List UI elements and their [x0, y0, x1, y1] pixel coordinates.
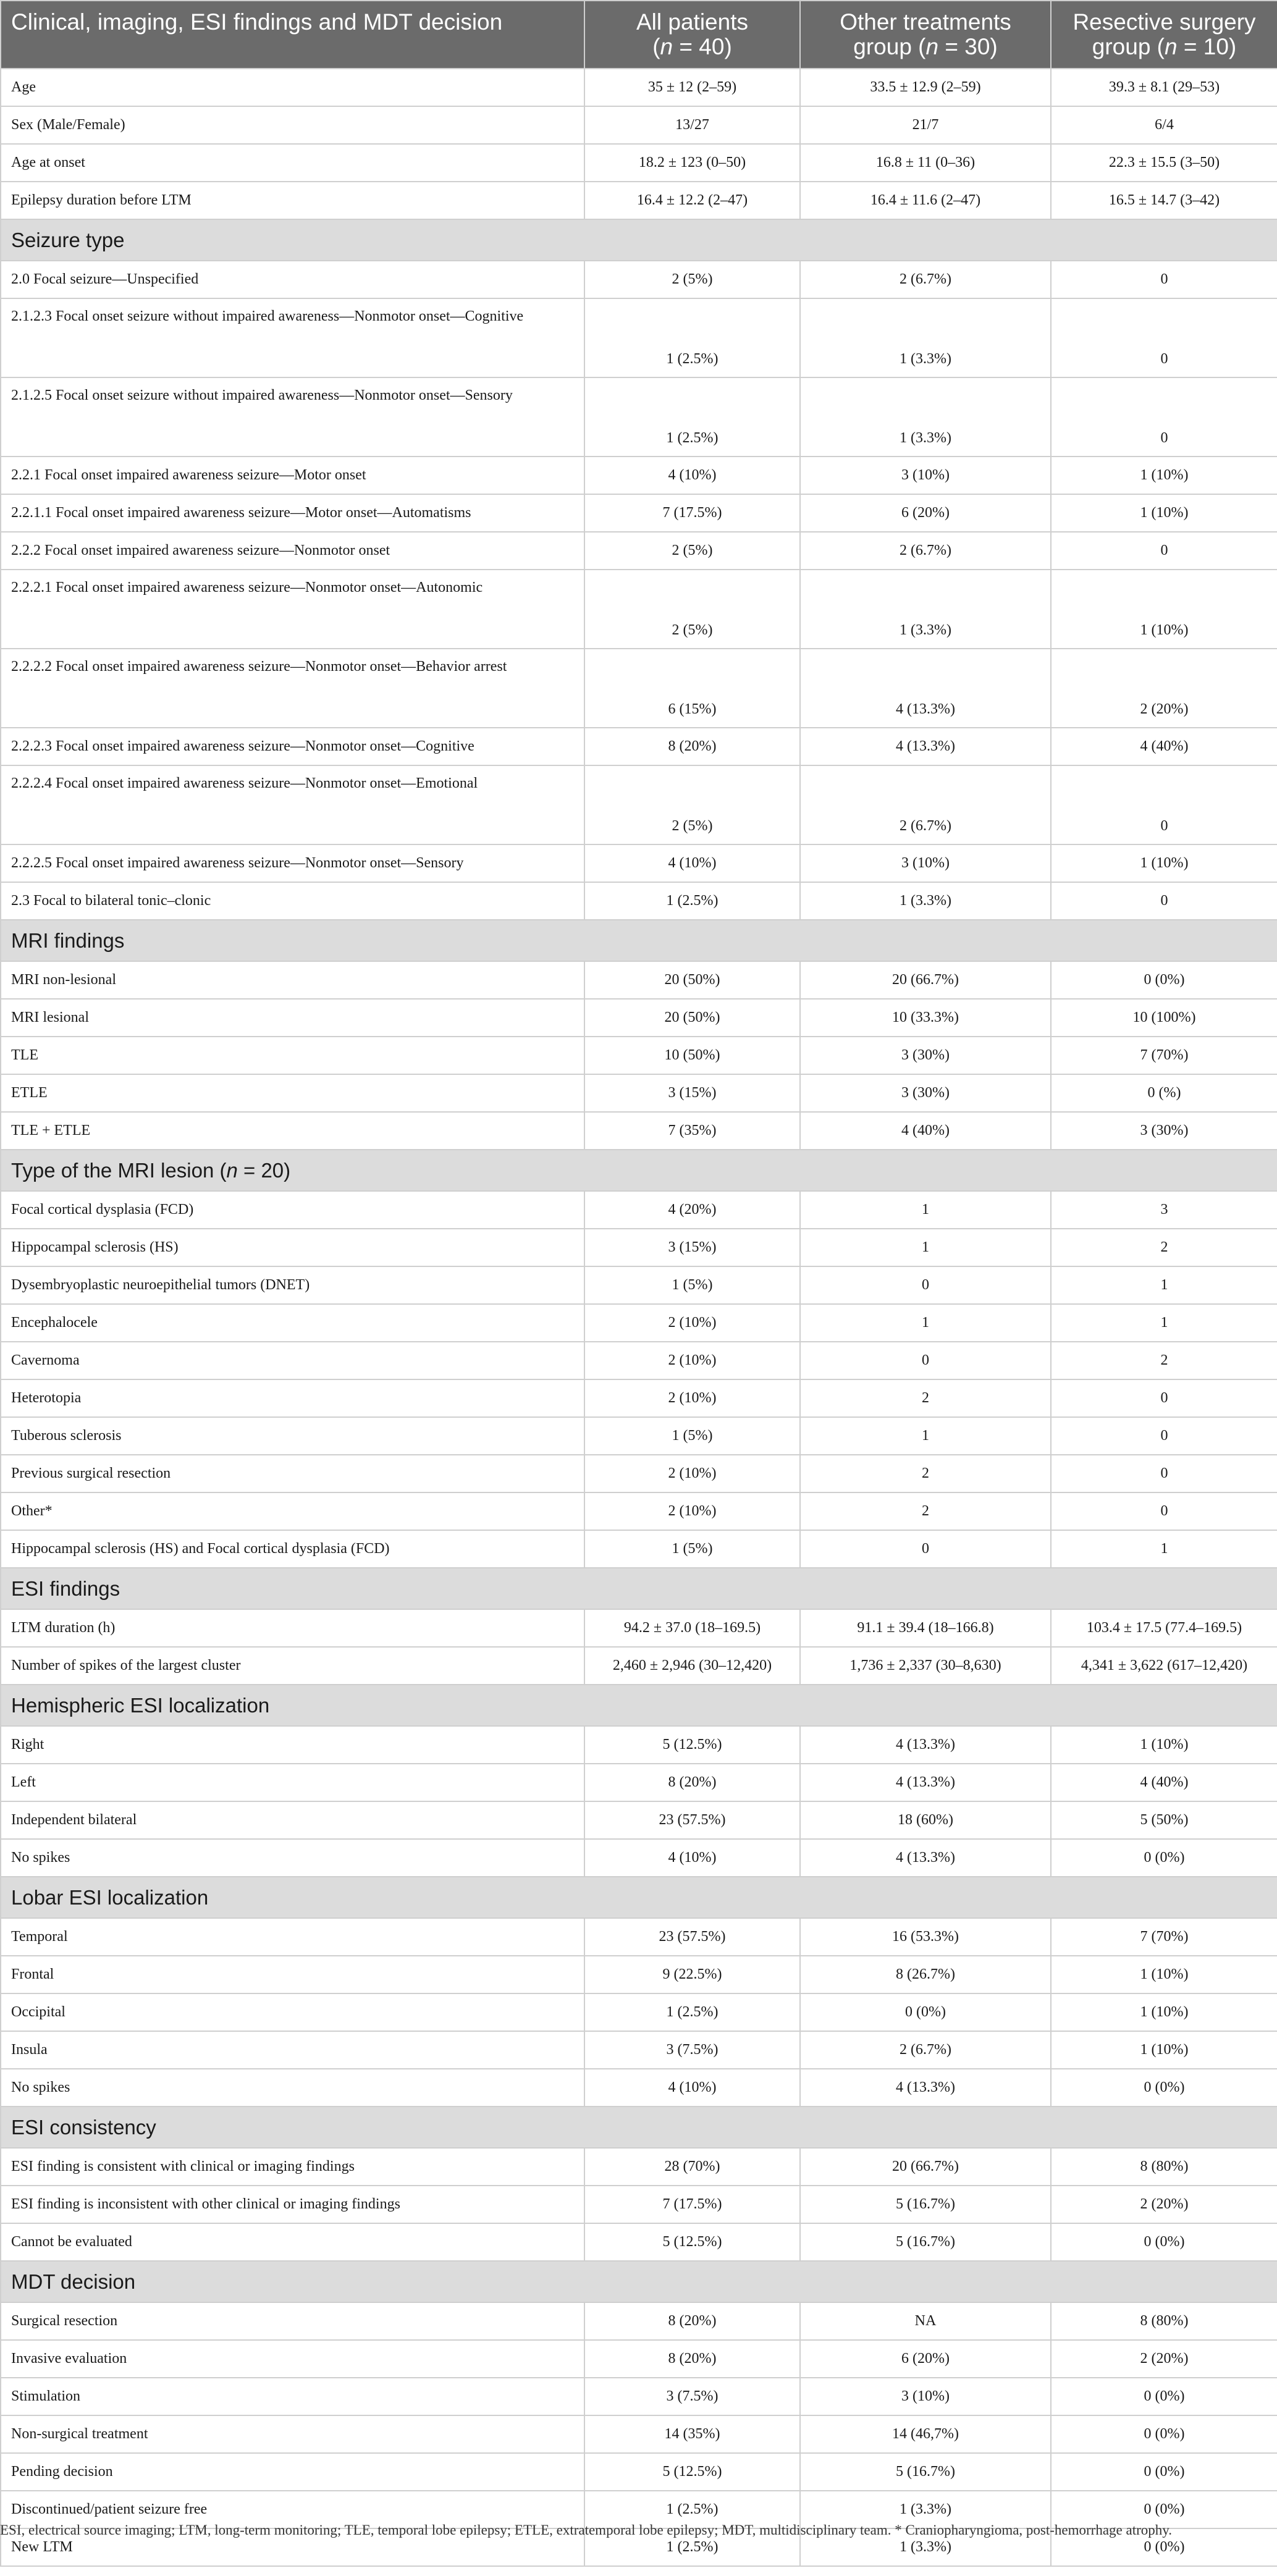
- value-all-patients: 2 (5%): [584, 765, 800, 844]
- value-all-patients: 1 (2.5%): [584, 882, 800, 920]
- value-all-patients: 23 (57.5%): [584, 1801, 800, 1839]
- row-label: 2.2.2.1 Focal onset impaired awareness seizure—Nonmotor onset—Autonomic: [1, 570, 584, 649]
- seizure-type-row: [1, 457, 1277, 494]
- consistency-row: [1, 2148, 1277, 2186]
- value-all-patients: 4 (10%): [584, 457, 800, 494]
- value-all-patients: 2 (5%): [584, 570, 800, 649]
- value-other-treatments: 18 (60%): [800, 1801, 1051, 1839]
- value-all-patients: 1 (5%): [584, 1417, 800, 1455]
- value-all-patients: 4 (10%): [584, 844, 800, 882]
- section-title: Type of the MRI lesion (n = 20): [1, 1150, 1277, 1191]
- row-label: MRI lesional: [1, 999, 584, 1037]
- value-other-treatments: 6 (20%): [800, 494, 1051, 532]
- value-resective-surgery: 1 (10%): [1051, 844, 1277, 882]
- row-label: Hippocampal sclerosis (HS) and Focal cortical dysplasia (FCD): [1, 1530, 584, 1568]
- row-label: Temporal: [1, 1918, 584, 1956]
- hemispheric-row: [1, 1839, 1277, 1877]
- row-label: Non-surgical treatment: [1, 2415, 584, 2453]
- value-all-patients: 8 (20%): [584, 2302, 800, 2340]
- row-label: No spikes: [1, 1839, 584, 1877]
- value-resective-surgery: 2 (20%): [1051, 649, 1277, 728]
- seizure-type-row: [1, 728, 1277, 765]
- value-resective-surgery: 4,341 ± 3,622 (617–12,420): [1051, 1647, 1277, 1685]
- row-label: Heterotopia: [1, 1379, 584, 1417]
- value-all-patients: 1 (2.5%): [584, 2491, 800, 2528]
- value-all-patients: 7 (17.5%): [584, 494, 800, 532]
- value-other-treatments: 1 (3.3%): [800, 882, 1051, 920]
- seizure-type-row: [1, 844, 1277, 882]
- value-other-treatments: 0: [800, 1530, 1051, 1568]
- value-all-patients: 16.4 ± 12.2 (2–47): [584, 182, 800, 219]
- value-resective-surgery: 103.4 ± 17.5 (77.4–169.5): [1051, 1609, 1277, 1647]
- value-other-treatments: 0 (0%): [800, 1993, 1051, 2031]
- mri-lesion-row: [1, 1379, 1277, 1417]
- value-resective-surgery: 1 (10%): [1051, 2031, 1277, 2069]
- value-resective-surgery: 6/4: [1051, 106, 1277, 144]
- value-other-treatments: 3 (10%): [800, 844, 1051, 882]
- value-resective-surgery: 4 (40%): [1051, 1764, 1277, 1801]
- value-all-patients: 13/27: [584, 106, 800, 144]
- value-resective-surgery: 8 (80%): [1051, 2302, 1277, 2340]
- section-title: Seizure type: [1, 219, 1277, 261]
- row-label: Discontinued/patient seizure free: [1, 2491, 584, 2528]
- row-label: ESI finding is consistent with clinical or imaging findings: [1, 2148, 584, 2186]
- row-label: No spikes: [1, 2069, 584, 2107]
- value-other-treatments: 2: [800, 1492, 1051, 1530]
- esi-findings-section-header: [1, 1568, 1277, 1609]
- value-resective-surgery: 0: [1051, 298, 1277, 377]
- row-label: Focal cortical dysplasia (FCD): [1, 1191, 584, 1229]
- value-resective-surgery: 0 (0%): [1051, 2223, 1277, 2261]
- mri-findings-row: [1, 1074, 1277, 1112]
- row-label: Stimulation: [1, 2378, 584, 2415]
- esi-findings-row: [1, 1647, 1277, 1685]
- row-label: Tuberous sclerosis: [1, 1417, 584, 1455]
- value-other-treatments: 21/7: [800, 106, 1051, 144]
- value-resective-surgery: 0 (0%): [1051, 2528, 1277, 2566]
- row-label: TLE: [1, 1037, 584, 1074]
- row-label: New LTM: [1, 2528, 584, 2566]
- value-all-patients: 1 (2.5%): [584, 2528, 800, 2566]
- value-resective-surgery: 0 (0%): [1051, 2378, 1277, 2415]
- mri-findings-row: [1, 999, 1277, 1037]
- demographics-row: [1, 182, 1277, 219]
- value-resective-surgery: 16.5 ± 14.7 (3–42): [1051, 182, 1277, 219]
- row-label: Independent bilateral: [1, 1801, 584, 1839]
- table-body: [1, 69, 1277, 2566]
- section-title: MRI findings: [1, 920, 1277, 961]
- value-resective-surgery: 2: [1051, 1229, 1277, 1266]
- row-label: Hippocampal sclerosis (HS): [1, 1229, 584, 1266]
- value-other-treatments: 3 (10%): [800, 457, 1051, 494]
- value-other-treatments: 10 (33.3%): [800, 999, 1051, 1037]
- value-other-treatments: 1 (3.3%): [800, 298, 1051, 377]
- mdt-row: [1, 2340, 1277, 2378]
- value-all-patients: 18.2 ± 123 (0–50): [584, 144, 800, 182]
- value-all-patients: 5 (12.5%): [584, 2223, 800, 2261]
- value-other-treatments: 33.5 ± 12.9 (2–59): [800, 69, 1051, 106]
- value-all-patients: 2,460 ± 2,946 (30–12,420): [584, 1647, 800, 1685]
- consistency-row: [1, 2223, 1277, 2261]
- value-resective-surgery: 10 (100%): [1051, 999, 1277, 1037]
- mri-lesion-row: [1, 1229, 1277, 1266]
- value-resective-surgery: 0: [1051, 1417, 1277, 1455]
- value-resective-surgery: 0: [1051, 261, 1277, 298]
- value-resective-surgery: 0 (0%): [1051, 2069, 1277, 2107]
- value-all-patients: 1 (5%): [584, 1530, 800, 1568]
- value-all-patients: 8 (20%): [584, 728, 800, 765]
- row-label: 2.3 Focal to bilateral tonic–clonic: [1, 882, 584, 920]
- row-label: Epilepsy duration before LTM: [1, 182, 584, 219]
- row-label: Frontal: [1, 1956, 584, 1993]
- value-other-treatments: 0: [800, 1266, 1051, 1304]
- value-resective-surgery: 2 (20%): [1051, 2186, 1277, 2223]
- value-resective-surgery: 1: [1051, 1304, 1277, 1342]
- row-label: Insula: [1, 2031, 584, 2069]
- value-resective-surgery: 0: [1051, 532, 1277, 570]
- value-all-patients: 1 (5%): [584, 1266, 800, 1304]
- value-all-patients: 8 (20%): [584, 2340, 800, 2378]
- value-other-treatments: 8 (26.7%): [800, 1956, 1051, 1993]
- lobar-row: [1, 1918, 1277, 1956]
- value-other-treatments: 5 (16.7%): [800, 2186, 1051, 2223]
- value-all-patients: 3 (7.5%): [584, 2031, 800, 2069]
- mri-lesion-section-header: [1, 1150, 1277, 1191]
- row-label: Surgical resection: [1, 2302, 584, 2340]
- value-other-treatments: 3 (30%): [800, 1037, 1051, 1074]
- value-other-treatments: 3 (30%): [800, 1074, 1051, 1112]
- mri-lesion-row: [1, 1342, 1277, 1379]
- value-all-patients: 23 (57.5%): [584, 1918, 800, 1956]
- mdt-row: [1, 2378, 1277, 2415]
- value-all-patients: 2 (10%): [584, 1455, 800, 1492]
- row-label: 2.2.2 Focal onset impaired awareness seizure—Nonmotor onset: [1, 532, 584, 570]
- value-all-patients: 5 (12.5%): [584, 1726, 800, 1764]
- seizure-type-row: [1, 298, 1277, 377]
- value-resective-surgery: 5 (50%): [1051, 1801, 1277, 1839]
- value-other-treatments: 1: [800, 1417, 1051, 1455]
- value-all-patients: 4 (10%): [584, 2069, 800, 2107]
- value-other-treatments: 4 (13.3%): [800, 649, 1051, 728]
- row-label: Encephalocele: [1, 1304, 584, 1342]
- value-all-patients: 3 (15%): [584, 1074, 800, 1112]
- seizure-type-row: [1, 649, 1277, 728]
- value-other-treatments: 16.4 ± 11.6 (2–47): [800, 182, 1051, 219]
- value-all-patients: 35 ± 12 (2–59): [584, 69, 800, 106]
- value-resective-surgery: 0 (0%): [1051, 2491, 1277, 2528]
- value-resective-surgery: 0 (0%): [1051, 2453, 1277, 2491]
- row-label: Number of spikes of the largest cluster: [1, 1647, 584, 1685]
- value-all-patients: 8 (20%): [584, 1764, 800, 1801]
- row-label: 2.2.2.4 Focal onset impaired awareness seizure—Nonmotor onset—Emotional: [1, 765, 584, 844]
- value-resective-surgery: 2 (20%): [1051, 2340, 1277, 2378]
- value-resective-surgery: 0: [1051, 765, 1277, 844]
- value-resective-surgery: 39.3 ± 8.1 (29–53): [1051, 69, 1277, 106]
- value-all-patients: 9 (22.5%): [584, 1956, 800, 1993]
- lobar-row: [1, 2069, 1277, 2107]
- hemispheric-section-header: [1, 1685, 1277, 1726]
- value-all-patients: 20 (50%): [584, 999, 800, 1037]
- mri-lesion-row: [1, 1191, 1277, 1229]
- value-other-treatments: 1 (3.3%): [800, 570, 1051, 649]
- value-other-treatments: 1,736 ± 2,337 (30–8,630): [800, 1647, 1051, 1685]
- value-resective-surgery: 3: [1051, 1191, 1277, 1229]
- value-other-treatments: 6 (20%): [800, 2340, 1051, 2378]
- value-resective-surgery: 0: [1051, 882, 1277, 920]
- row-label: Dysembryoplastic neuroepithelial tumors (DNET): [1, 1266, 584, 1304]
- mri-lesion-row: [1, 1417, 1277, 1455]
- row-label: ESI finding is inconsistent with other clinical or imaging findings: [1, 2186, 584, 2223]
- value-resective-surgery: 4 (40%): [1051, 728, 1277, 765]
- value-other-treatments: NA: [800, 2302, 1051, 2340]
- value-resective-surgery: 1 (10%): [1051, 570, 1277, 649]
- value-all-patients: 3 (7.5%): [584, 2378, 800, 2415]
- row-label: Other*: [1, 1492, 584, 1530]
- demographics-row: [1, 106, 1277, 144]
- value-all-patients: 5 (12.5%): [584, 2453, 800, 2491]
- value-resective-surgery: 2: [1051, 1342, 1277, 1379]
- value-resective-surgery: 0 (0%): [1051, 1839, 1277, 1877]
- value-resective-surgery: 1 (10%): [1051, 457, 1277, 494]
- row-label: 2.2.1 Focal onset impaired awareness seizure—Motor onset: [1, 457, 584, 494]
- mri-findings-section-header: [1, 920, 1277, 961]
- lobar-section-header: [1, 1877, 1277, 1918]
- mri-lesion-row: [1, 1492, 1277, 1530]
- value-all-patients: 10 (50%): [584, 1037, 800, 1074]
- row-label: 2.2.1.1 Focal onset impaired awareness seizure—Motor onset—Automatisms: [1, 494, 584, 532]
- row-label: Cannot be evaluated: [1, 2223, 584, 2261]
- mdt-section-header: [1, 2261, 1277, 2302]
- seizure-type-row: [1, 532, 1277, 570]
- value-other-treatments: 3 (10%): [800, 2378, 1051, 2415]
- value-all-patients: 2 (10%): [584, 1304, 800, 1342]
- value-other-treatments: 0: [800, 1342, 1051, 1379]
- hemispheric-row: [1, 1801, 1277, 1839]
- value-other-treatments: 16 (53.3%): [800, 1918, 1051, 1956]
- row-label: Previous surgical resection: [1, 1455, 584, 1492]
- row-label: Cavernoma: [1, 1342, 584, 1379]
- seizure-type-row: [1, 261, 1277, 298]
- seizure-type-row: [1, 377, 1277, 457]
- demographics-row: [1, 69, 1277, 106]
- value-other-treatments: 1 (3.3%): [800, 2528, 1051, 2566]
- value-all-patients: 6 (15%): [584, 649, 800, 728]
- value-resective-surgery: 22.3 ± 15.5 (3–50): [1051, 144, 1277, 182]
- value-other-treatments: 5 (16.7%): [800, 2453, 1051, 2491]
- header-all-patients: All patients (n = 40): [584, 1, 800, 69]
- value-all-patients: 2 (5%): [584, 261, 800, 298]
- value-other-treatments: 4 (40%): [800, 1112, 1051, 1150]
- row-label: Age: [1, 69, 584, 106]
- value-all-patients: 2 (10%): [584, 1342, 800, 1379]
- row-label: Occipital: [1, 1993, 584, 2031]
- section-title: MDT decision: [1, 2261, 1277, 2302]
- value-all-patients: 4 (20%): [584, 1191, 800, 1229]
- value-resective-surgery: 1: [1051, 1530, 1277, 1568]
- value-other-treatments: 5 (16.7%): [800, 2223, 1051, 2261]
- value-all-patients: 14 (35%): [584, 2415, 800, 2453]
- value-resective-surgery: 1 (10%): [1051, 1726, 1277, 1764]
- mri-findings-row: [1, 1112, 1277, 1150]
- value-all-patients: 7 (17.5%): [584, 2186, 800, 2223]
- value-all-patients: 20 (50%): [584, 961, 800, 999]
- mri-findings-row: [1, 961, 1277, 999]
- row-label: MRI non-lesional: [1, 961, 584, 999]
- seizure-type-row: [1, 765, 1277, 844]
- section-title: Lobar ESI localization: [1, 1877, 1277, 1918]
- value-all-patients: 2 (10%): [584, 1492, 800, 1530]
- value-other-treatments: 4 (13.3%): [800, 1764, 1051, 1801]
- value-other-treatments: 2 (6.7%): [800, 532, 1051, 570]
- value-resective-surgery: 0 (%): [1051, 1074, 1277, 1112]
- value-all-patients: 1 (2.5%): [584, 1993, 800, 2031]
- value-resective-surgery: 0 (0%): [1051, 2415, 1277, 2453]
- value-all-patients: 94.2 ± 37.0 (18–169.5): [584, 1609, 800, 1647]
- value-resective-surgery: 1 (10%): [1051, 494, 1277, 532]
- value-resective-surgery: 1: [1051, 1266, 1277, 1304]
- header-other-treatments: Other treatments group (n = 30): [800, 1, 1051, 69]
- mri-lesion-row: [1, 1530, 1277, 1568]
- value-all-patients: 2 (5%): [584, 532, 800, 570]
- seizure-type-section-header: [1, 219, 1277, 261]
- mri-findings-row: [1, 1037, 1277, 1074]
- lobar-row: [1, 1956, 1277, 1993]
- row-label: Pending decision: [1, 2453, 584, 2491]
- seizure-type-row: [1, 570, 1277, 649]
- value-all-patients: 1 (2.5%): [584, 377, 800, 457]
- value-other-treatments: 1 (3.3%): [800, 2491, 1051, 2528]
- mri-lesion-row: [1, 1266, 1277, 1304]
- row-label: 2.2.2.5 Focal onset impaired awareness seizure—Nonmotor onset—Sensory: [1, 844, 584, 882]
- value-other-treatments: 4 (13.3%): [800, 1839, 1051, 1877]
- row-label: Age at onset: [1, 144, 584, 182]
- seizure-type-row: [1, 882, 1277, 920]
- row-label: TLE + ETLE: [1, 1112, 584, 1150]
- value-all-patients: 2 (10%): [584, 1379, 800, 1417]
- row-label: 2.2.2.2 Focal onset impaired awareness seizure—Nonmotor onset—Behavior arrest: [1, 649, 584, 728]
- value-other-treatments: 4 (13.3%): [800, 728, 1051, 765]
- value-resective-surgery: 3 (30%): [1051, 1112, 1277, 1150]
- value-other-treatments: 4 (13.3%): [800, 2069, 1051, 2107]
- seizure-type-row: [1, 494, 1277, 532]
- row-label: LTM duration (h): [1, 1609, 584, 1647]
- lobar-row: [1, 1993, 1277, 2031]
- section-title: Hemispheric ESI localization: [1, 1685, 1277, 1726]
- row-label: 2.1.2.5 Focal onset seizure without impaired awareness—Nonmotor onset—Sensory: [1, 377, 584, 457]
- mdt-row: [1, 2302, 1277, 2340]
- header-resective-surgery: Resective surgery group (n = 10): [1051, 1, 1277, 69]
- mdt-row: [1, 2453, 1277, 2491]
- value-resective-surgery: 0: [1051, 1379, 1277, 1417]
- consistency-section-header: [1, 2107, 1277, 2148]
- value-all-patients: 7 (35%): [584, 1112, 800, 1150]
- value-all-patients: 1 (2.5%): [584, 298, 800, 377]
- value-other-treatments: 4 (13.3%): [800, 1726, 1051, 1764]
- section-title: ESI findings: [1, 1568, 1277, 1609]
- value-resective-surgery: 1 (10%): [1051, 1956, 1277, 1993]
- header-characteristic: Clinical, imaging, ESI findings and MDT decision: [1, 1, 584, 69]
- mri-lesion-row: [1, 1455, 1277, 1492]
- value-resective-surgery: 0: [1051, 1455, 1277, 1492]
- value-other-treatments: 20 (66.7%): [800, 2148, 1051, 2186]
- value-other-treatments: 1: [800, 1304, 1051, 1342]
- value-resective-surgery: 8 (80%): [1051, 2148, 1277, 2186]
- value-resective-surgery: 7 (70%): [1051, 1918, 1277, 1956]
- demographics-row: [1, 144, 1277, 182]
- value-other-treatments: 14 (46,7%): [800, 2415, 1051, 2453]
- value-resective-surgery: 7 (70%): [1051, 1037, 1277, 1074]
- hemispheric-row: [1, 1726, 1277, 1764]
- consistency-row: [1, 2186, 1277, 2223]
- value-resective-surgery: 1 (10%): [1051, 1993, 1277, 2031]
- mri-lesion-row: [1, 1304, 1277, 1342]
- value-all-patients: 3 (15%): [584, 1229, 800, 1266]
- row-label: 2.2.2.3 Focal onset impaired awareness seizure—Nonmotor onset—Cognitive: [1, 728, 584, 765]
- value-other-treatments: 2 (6.7%): [800, 261, 1051, 298]
- value-other-treatments: 2 (6.7%): [800, 2031, 1051, 2069]
- section-title: ESI consistency: [1, 2107, 1277, 2148]
- value-other-treatments: 16.8 ± 11 (0–36): [800, 144, 1051, 182]
- value-resective-surgery: 0: [1051, 1492, 1277, 1530]
- value-other-treatments: 20 (66.7%): [800, 961, 1051, 999]
- row-label: ETLE: [1, 1074, 584, 1112]
- value-other-treatments: 1: [800, 1229, 1051, 1266]
- value-other-treatments: 2: [800, 1379, 1051, 1417]
- header-row: [1, 1, 1277, 69]
- row-label: Sex (Male/Female): [1, 106, 584, 144]
- table-header: [1, 1, 1277, 69]
- value-other-treatments: 91.1 ± 39.4 (18–166.8): [800, 1609, 1051, 1647]
- row-label: Right: [1, 1726, 584, 1764]
- value-resective-surgery: 0: [1051, 377, 1277, 457]
- mdt-row: [1, 2415, 1277, 2453]
- table-footnote: ESI, electrical source imaging; LTM, long-term monitoring; TLE, temporal lobe epilepsy; ETLE, extratemporal lobe epilepsy; MDT, multidisciplinary team. * Craniopharyngioma, post-hemorrhage atrophy.: [0, 2522, 1173, 2538]
- value-other-treatments: 1 (3.3%): [800, 377, 1051, 457]
- row-label: Invasive evaluation: [1, 2340, 584, 2378]
- value-all-patients: 28 (70%): [584, 2148, 800, 2186]
- hemispheric-row: [1, 1764, 1277, 1801]
- value-other-treatments: 1: [800, 1191, 1051, 1229]
- value-resective-surgery: 0 (0%): [1051, 961, 1277, 999]
- value-other-treatments: 2 (6.7%): [800, 765, 1051, 844]
- lobar-row: [1, 2031, 1277, 2069]
- esi-findings-row: [1, 1609, 1277, 1647]
- row-label: 2.1.2.3 Focal onset seizure without impaired awareness—Nonmotor onset—Cognitive: [1, 298, 584, 377]
- value-all-patients: 4 (10%): [584, 1839, 800, 1877]
- row-label: Left: [1, 1764, 584, 1801]
- row-label: 2.0 Focal seizure—Unspecified: [1, 261, 584, 298]
- value-other-treatments: 2: [800, 1455, 1051, 1492]
